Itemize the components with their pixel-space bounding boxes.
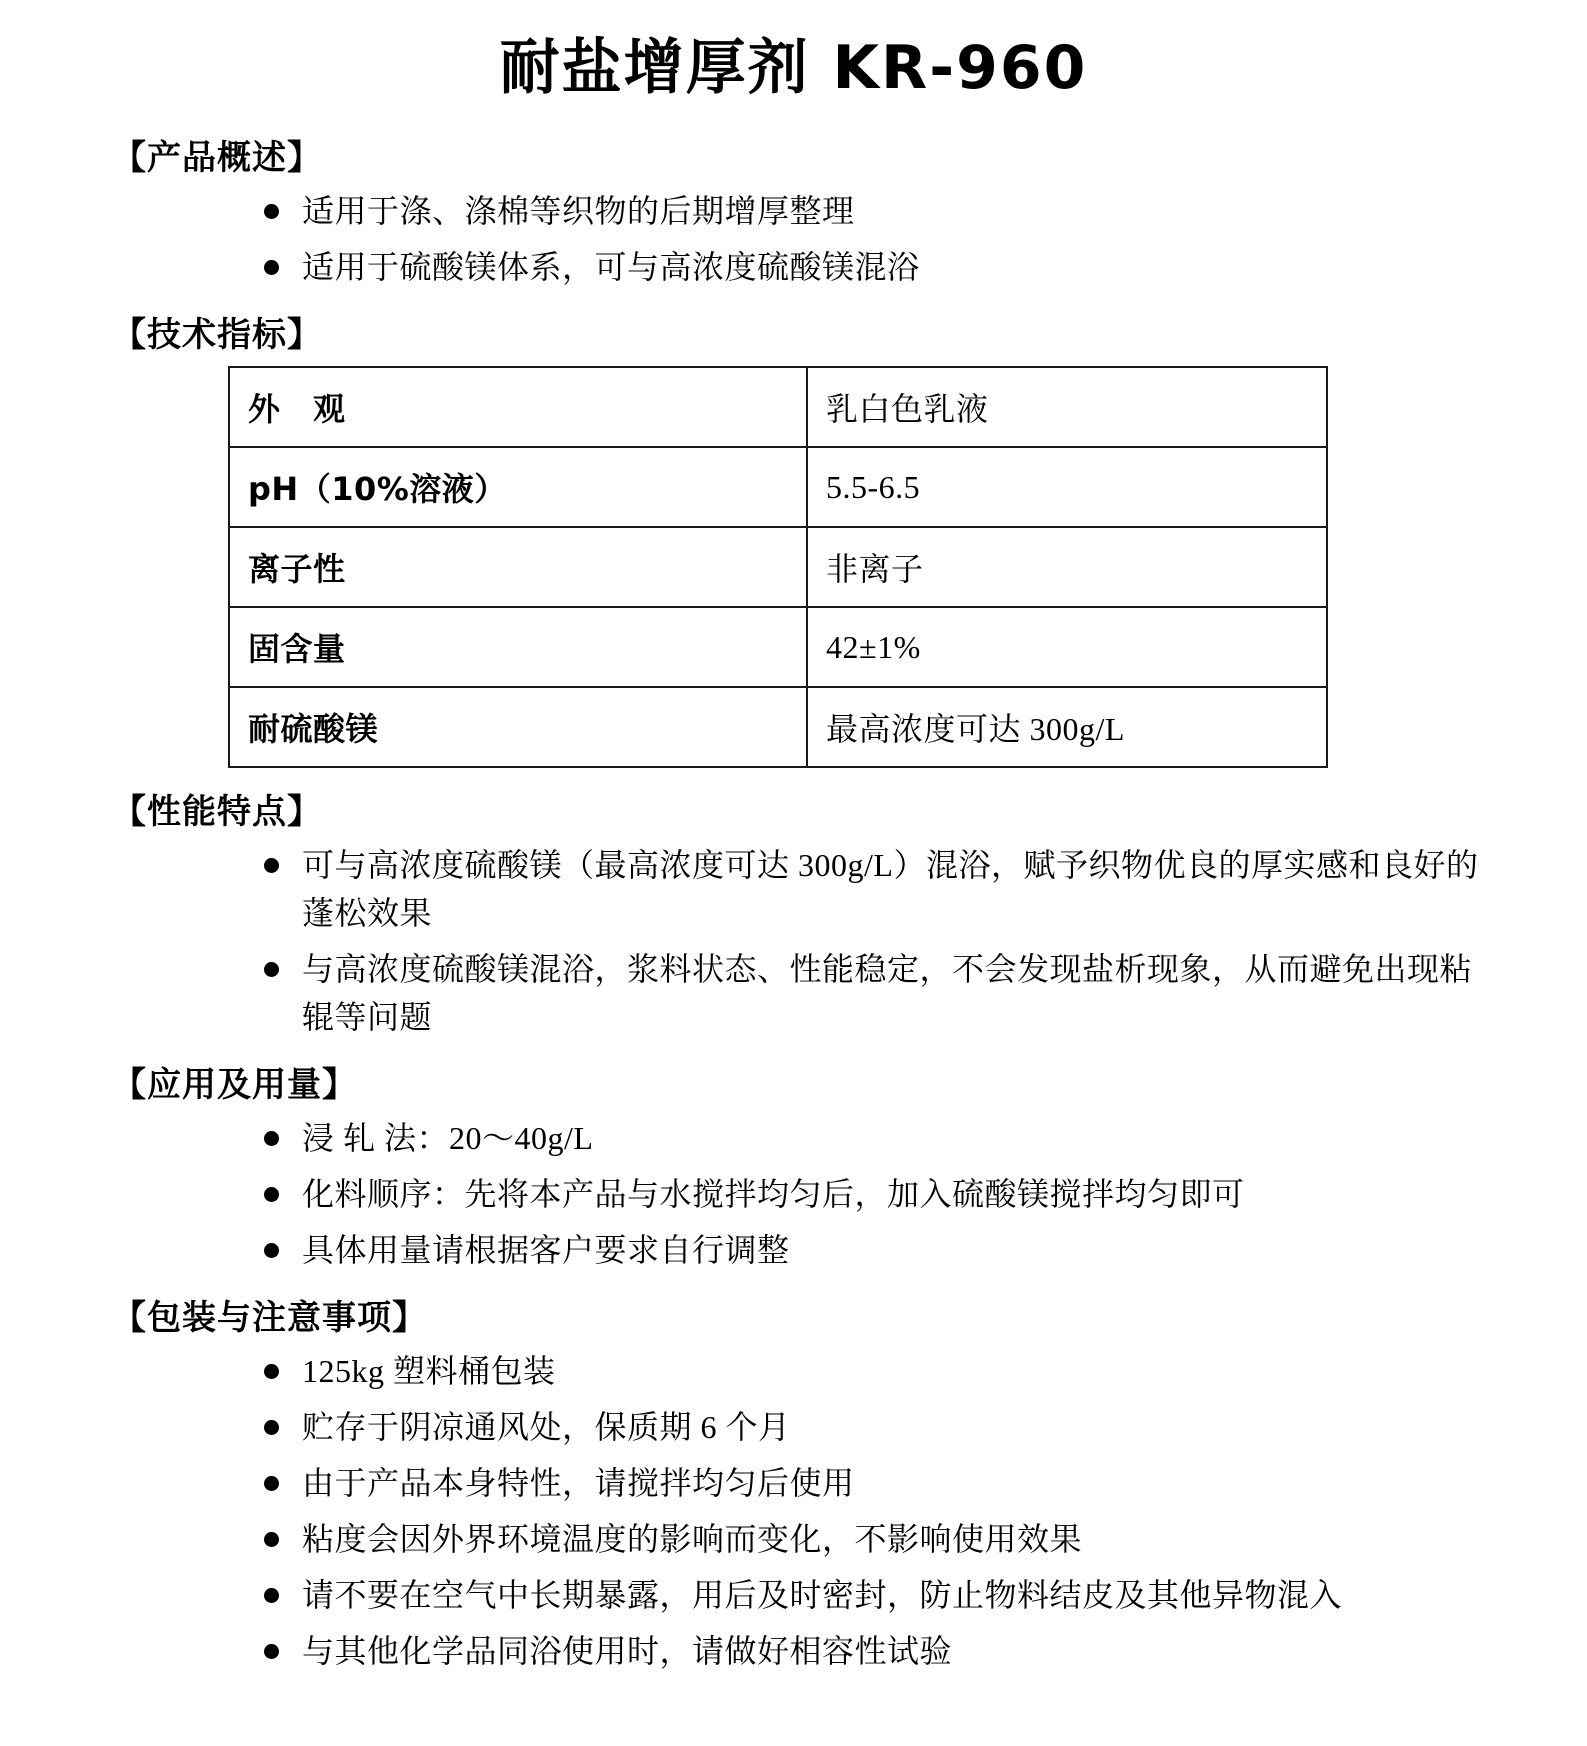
- table-row: [229, 527, 1327, 607]
- table-row: [229, 447, 1327, 527]
- spec-label: 固含量: [229, 607, 807, 687]
- section-heading-overview: 【产品概述】: [112, 138, 322, 178]
- features-list: [60, 841, 1527, 1041]
- list-item: 化料顺序：先将本产品与水搅拌均匀后，加入硫酸镁搅拌均匀即可: [260, 1170, 1527, 1218]
- packaging-list: [60, 1347, 1527, 1675]
- table-row: [229, 607, 1327, 687]
- spec-table: [228, 366, 1328, 768]
- overview-list: [60, 187, 1527, 291]
- application-list: [60, 1114, 1527, 1274]
- page-title: 耐盐增厚剂 KR-960: [499, 33, 1088, 103]
- spec-value: 5.5-6.5: [807, 447, 1327, 527]
- list-item: 请不要在空气中长期暴露，用后及时密封，防止物料结皮及其他异物混入: [260, 1571, 1527, 1619]
- spec-label: 耐硫酸镁: [229, 687, 807, 767]
- spec-label: 离子性: [229, 527, 807, 607]
- list-item: 可与高浓度硫酸镁（最高浓度可达 300g/L）混浴，赋予织物优良的厚实感和良好的蓬松效果: [260, 841, 1527, 937]
- list-item: 适用于涤、涤棉等织物的后期增厚整理: [260, 187, 1527, 235]
- list-item: 具体用量请根据客户要求自行调整: [260, 1226, 1527, 1274]
- list-item: 由于产品本身特性，请搅拌均匀后使用: [260, 1459, 1527, 1507]
- section-heading-application: 【应用及用量】: [112, 1065, 357, 1105]
- section-heading-specs: 【技术指标】: [112, 315, 322, 355]
- list-item: 与高浓度硫酸镁混浴，浆料状态、性能稳定，不会发现盐析现象，从而避免出现粘辊等问题: [260, 945, 1527, 1041]
- section-heading-features: 【性能特点】: [112, 792, 322, 832]
- spec-value: 非离子: [807, 527, 1327, 607]
- list-item: 适用于硫酸镁体系，可与高浓度硫酸镁混浴: [260, 243, 1527, 291]
- spec-value: 乳白色乳液: [807, 367, 1327, 447]
- list-item: 125kg 塑料桶包装: [260, 1347, 1527, 1395]
- spec-value: 最高浓度可达 300g/L: [807, 687, 1327, 767]
- section-heading-packaging: 【包装与注意事项】: [112, 1298, 427, 1338]
- list-item: 粘度会因外界环境温度的影响而变化，不影响使用效果: [260, 1515, 1527, 1563]
- spec-label: pH（10%溶液）: [229, 447, 807, 527]
- list-item: 贮存于阴凉通风处，保质期 6 个月: [260, 1403, 1527, 1451]
- table-row: [229, 367, 1327, 447]
- spec-label: 外 观: [229, 367, 807, 447]
- spec-value: 42±1%: [807, 607, 1327, 687]
- table-row: [229, 687, 1327, 767]
- list-item: 与其他化学品同浴使用时，请做好相容性试验: [260, 1627, 1527, 1675]
- list-item: 浸 轧 法：20～40g/L: [260, 1114, 1527, 1162]
